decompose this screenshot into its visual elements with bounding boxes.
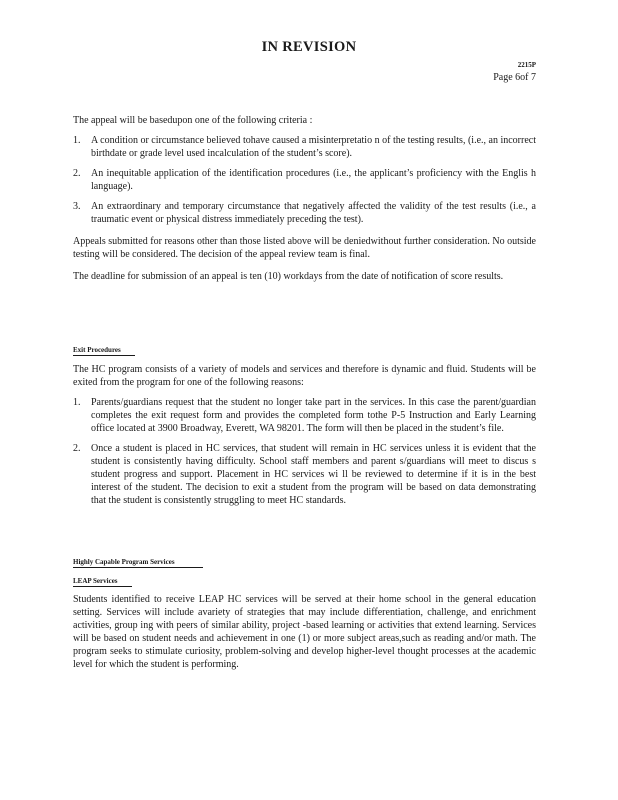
leap-section xyxy=(73,574,536,671)
list-item-number: 3. xyxy=(73,201,81,212)
hc-program-services-heading: Highly Capable Program Services xyxy=(73,558,203,568)
list-item-number: 2. xyxy=(73,168,81,179)
list-item-text: Parents/guardians request that the student no longer take part in the services. In this case the parent/guardian completes the exit request form and provides the completed form tothe P-5 Instruction and Early Learning office located at 3900 Broadway, Everett, WA 98201. The form will then be placed in the student’s file. xyxy=(91,397,536,434)
page-number: Page 6of 7 xyxy=(493,72,536,83)
appeal-section xyxy=(73,114,536,283)
policy-number: 2215P xyxy=(517,61,536,69)
list-item-text: An extraordinary and temporary circumstance that negatively affected the validity of the test results (i.e., a traumatic event or physical distress immediately preceding the test). xyxy=(91,201,536,225)
list-item-number: 1. xyxy=(73,135,81,146)
leap-services-heading: LEAP Services xyxy=(73,577,132,587)
exit-procedures-heading: Exit Procedures xyxy=(73,346,135,356)
list-item-number: 1. xyxy=(73,397,81,408)
list-item-text: An inequitable application of the identification procedures (i.e., the applicant’s proficiency with the Englis h language). xyxy=(91,168,536,192)
list-item-text: Once a student is placed in HC services, that student will remain in HC services unless it is evident that the student is consistently having difficulty. School staff members and parent s/guardians will meet to discus s student progress and support. Placement in HC services wi ll be reviewed to determine if it is in the best interest of the student. The decision to exit a student from the program will be based on data demonstrating that the student is consistently struggling to meet HC standards. xyxy=(91,443,536,506)
appeal-intro: The appeal will be basedupon one of the following criteria : xyxy=(73,115,313,126)
exit-reasons-list xyxy=(73,396,536,507)
list-item xyxy=(73,134,536,160)
list-item-text: A condition or circumstance believed tohave caused a misinterpretatio n of the testing results, (i.e., an incorrect birthdate or grade level used incalculation of the student’s score). xyxy=(91,135,536,159)
appeal-deadline-paragraph: The deadline for submission of an appeal is ten (10) workdays from the date of notification of score results. xyxy=(73,271,504,282)
leap-paragraph: Students identified to receive LEAP HC services will be served at their home school in the general education setting. Services will include avariety of strategies that may include differentiation, challenge, and enrichment activities, group ing with peers of similar ability, project -based learning or activities that extend learning. Services will be based on student needs and achievement in one (1) or more subject areas,such as reading and/or math. The program seeks to stimulate curiosity, problem-solving and develop higher-level thought processes at the academic level for which the student is performing. xyxy=(73,594,536,670)
exit-intro: The HC program consists of a variety of models and services and therefore is dynamic and fluid. Students will be exited from the program for one of the following reasons: xyxy=(73,364,536,388)
list-item xyxy=(73,200,536,226)
page-title: IN REVISION xyxy=(261,39,357,55)
appeal-criteria-list xyxy=(73,134,536,226)
appeal-denial-paragraph: Appeals submitted for reasons other than those listed above will be deniedwithout further consideration. No outside testing will be considered. The decision of the appeal review team is final. xyxy=(73,236,536,260)
list-item xyxy=(73,442,536,507)
list-item xyxy=(73,167,536,193)
list-item-number: 2. xyxy=(73,443,81,454)
hc-services-section xyxy=(73,555,536,568)
exit-section xyxy=(73,343,536,507)
list-item xyxy=(73,396,536,435)
